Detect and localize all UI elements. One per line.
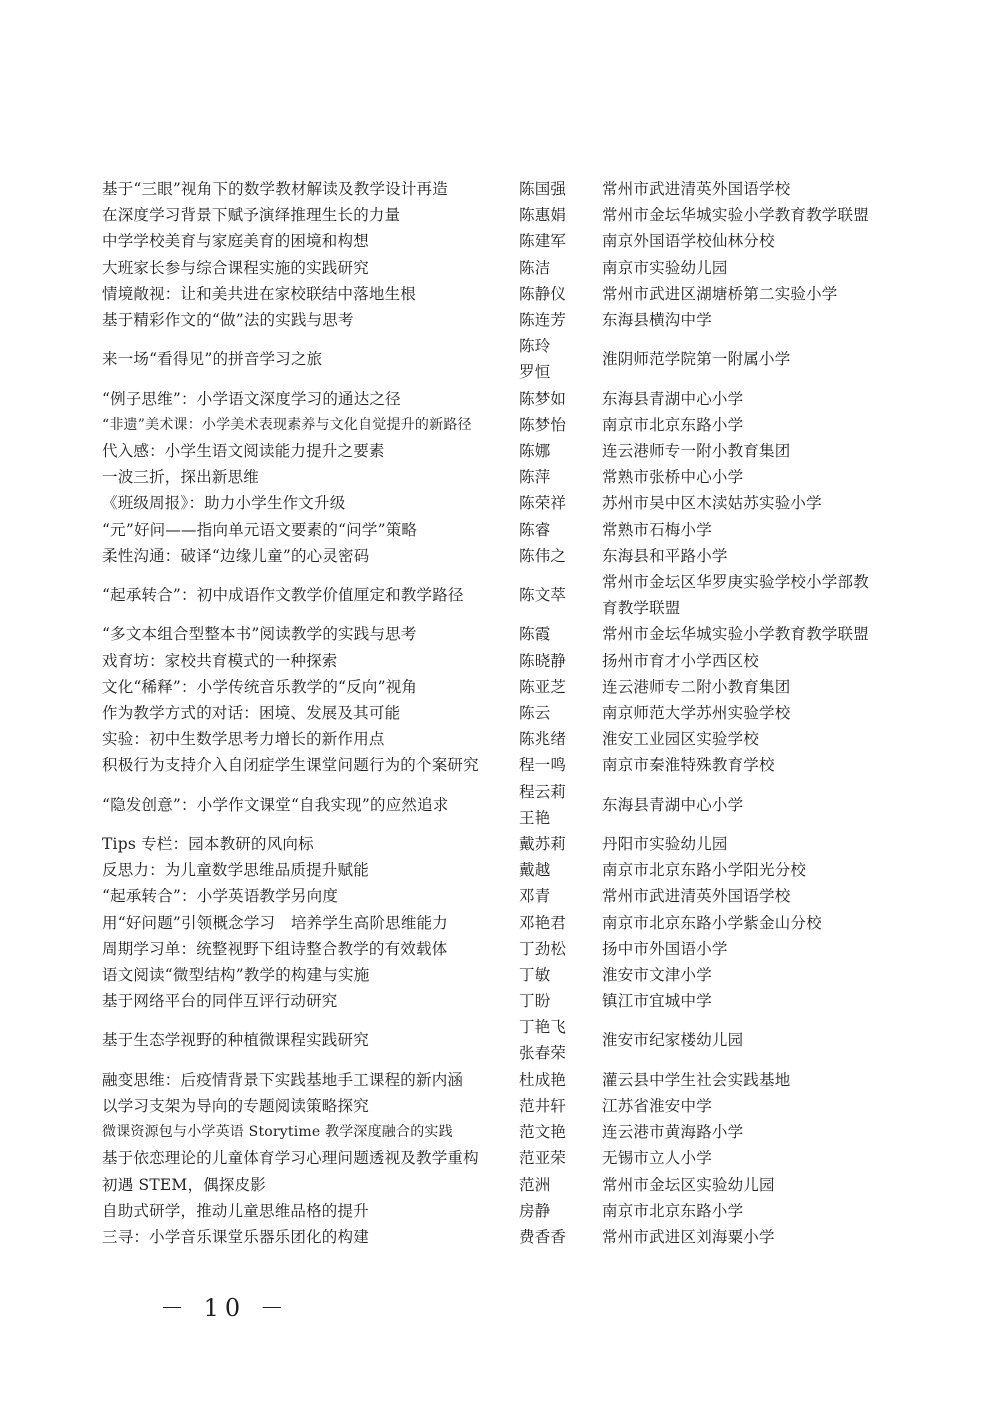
paper-title: 自助式研学，推动儿童思维品格的提升 — [102, 1201, 369, 1220]
author-name-line: 陈晓静 — [519, 651, 567, 670]
author-name-line: 陈娜 — [519, 442, 551, 460]
paper-title: 用“好问题”引领概念学习 培养学生高阶思维能力 — [102, 913, 448, 932]
school-name-line: 东海县青湖中心小学 — [602, 389, 744, 408]
author-name-line: 程云莉 — [519, 782, 567, 801]
author-name-line: 邓青 — [519, 887, 551, 906]
school-name-line: 南京市北京东路小学 — [602, 1201, 744, 1220]
school-name-line: 常熟市张桥中心小学 — [602, 468, 744, 487]
school-name — [602, 621, 892, 647]
school-name-line: 常州市武进区刘海粟小学 — [602, 1228, 775, 1246]
list-item — [0, 621, 1000, 647]
author-name — [519, 883, 591, 909]
list-item — [0, 202, 1000, 228]
author-name — [519, 857, 591, 883]
author-name — [519, 582, 591, 608]
list-item — [0, 1093, 1000, 1119]
school-name-line: 淮安市纪家楼幼儿园 — [602, 1031, 744, 1050]
author-name — [519, 1014, 591, 1066]
author-name — [519, 202, 591, 228]
author-name — [519, 621, 591, 647]
author-name — [519, 1224, 591, 1250]
school-name-line: 东海县青湖中心小学 — [602, 795, 744, 814]
school-name-line: 江苏省淮安中学 — [602, 1097, 712, 1115]
school-name — [602, 464, 892, 490]
author-name — [519, 700, 591, 726]
author-name — [519, 1093, 591, 1119]
school-name-line: 常熟市石梅小学 — [602, 520, 712, 539]
school-name-line: 灌云县中学生社会实践基地 — [602, 1070, 791, 1089]
author-name — [519, 674, 591, 700]
school-name-line: 连云港师专一附小教育集团 — [602, 442, 791, 460]
school-name — [602, 1067, 892, 1093]
school-name-line: 南京外国语学校仙林分校 — [602, 232, 775, 251]
school-name — [602, 386, 892, 412]
paper-title: 积极行为支持介入自闭症学生课堂问题行为的个案研究 — [102, 756, 479, 775]
author-name-line: 张春荣 — [519, 1044, 567, 1063]
author-name-line: 陈惠娟 — [519, 206, 567, 225]
paper-title: “隐发创意”：小学作文课堂“自我实现”的应然追求 — [102, 795, 449, 814]
school-name-line: 丹阳市实验幼儿园 — [602, 835, 728, 853]
author-name-line: 丁盼 — [519, 992, 551, 1011]
paper-title: 戏育坊：家校共育模式的一种探索 — [102, 651, 338, 670]
author-name — [519, 228, 591, 254]
list-item — [0, 386, 1000, 412]
paper-title: 文化“稀释”：小学传统音乐教学的“反向”视角 — [102, 677, 418, 696]
list-item — [0, 1067, 1000, 1093]
author-name-line: 陈洁 — [519, 258, 551, 277]
author-name-line: 陈静仪 — [519, 284, 567, 303]
paper-title: 初遇 STEM，偶探皮影 — [102, 1175, 266, 1194]
author-name-line: 陈文萃 — [519, 586, 567, 605]
school-name-line: 常州市金坛华城实验小学教育教学联盟 — [602, 625, 869, 644]
school-name — [602, 857, 892, 883]
school-name — [602, 1224, 892, 1250]
school-name — [602, 752, 892, 778]
school-name — [602, 569, 892, 621]
school-name-line: 南京市北京东路小学阳光分校 — [602, 861, 807, 880]
school-name-line: 南京市实验幼儿园 — [602, 258, 728, 277]
paper-title: 基于生态学视野的种植微课程实践研究 — [102, 1031, 369, 1050]
school-name-line: 南京市秦淮特殊教育学校 — [602, 756, 775, 775]
author-name — [519, 1172, 591, 1198]
paper-title: 基于精彩作文的“做”法的实践与思考 — [102, 311, 354, 329]
list-item — [0, 543, 1000, 569]
paper-title: 微课资源包与小学英语 Storytime 教学深度融合的实践 — [102, 1124, 453, 1141]
author-name-line: 范亚荣 — [519, 1149, 567, 1168]
paper-title: 实验：初中生数学思考力增长的新作用点 — [102, 730, 385, 749]
author-name-line: 杜成艳 — [519, 1070, 567, 1089]
school-name — [602, 1119, 892, 1145]
school-name — [602, 648, 892, 674]
author-name-line: 费香香 — [519, 1228, 567, 1246]
school-name — [602, 307, 892, 333]
paper-title: 作为教学方式的对话：困境、发展及其可能 — [102, 704, 401, 722]
paper-title: “非遗”美术课：小学美术表现素养与文化自觉提升的新路径 — [102, 416, 472, 433]
author-name — [519, 726, 591, 752]
author-name — [519, 307, 591, 333]
author-name — [519, 1067, 591, 1093]
paper-title: 情境敞视：让和美共进在家校联结中落地生根 — [102, 284, 417, 303]
paper-title: “多文本组合型整本书”阅读教学的实践与思考 — [102, 625, 417, 644]
school-name — [602, 1198, 892, 1224]
school-name-line: 淮阴师范学院第一附属小学 — [602, 350, 791, 369]
school-name-line: 扬州市育才小学西区校 — [602, 651, 760, 670]
school-name — [602, 831, 892, 857]
school-name — [602, 962, 892, 988]
school-name — [602, 726, 892, 752]
school-name — [602, 490, 892, 516]
list-item — [0, 412, 1000, 438]
paper-title: 柔性沟通：破译“边缘儿童”的心灵密码 — [102, 546, 370, 565]
paper-title: “起承转合”：小学英语教学另向度 — [102, 887, 339, 906]
author-name-line: 陈睿 — [519, 520, 551, 539]
paper-title: 基于依恋理论的儿童体育学习心理问题透视及教学重构 — [102, 1149, 479, 1168]
author-name — [519, 962, 591, 988]
school-name — [602, 1093, 892, 1119]
list-item — [0, 569, 1000, 621]
list-item — [0, 228, 1000, 254]
school-name — [602, 988, 892, 1014]
school-name-line: 淮安工业园区实验学校 — [602, 730, 760, 749]
school-name-line: 常州市金坛区华罗庚实验学校小学部教 — [602, 573, 869, 591]
author-name-line: 戴苏莉 — [519, 835, 567, 853]
list-item — [0, 307, 1000, 333]
author-name-line: 范洲 — [519, 1175, 551, 1194]
author-name — [519, 779, 591, 831]
author-name-line: 陈亚芝 — [519, 677, 567, 696]
author-name-line: 范井轩 — [519, 1097, 567, 1115]
paper-title: 来一场“看得见”的拼音学习之旅 — [102, 350, 323, 369]
list-item — [0, 752, 1000, 778]
author-name — [519, 648, 591, 674]
author-name-line: 丁敏 — [519, 966, 551, 984]
paper-title: 以学习支架为导向的专题阅读策略探究 — [102, 1097, 369, 1115]
school-name-line: 育教学联盟 — [602, 599, 681, 617]
school-name — [602, 910, 892, 936]
author-name — [519, 490, 591, 516]
list-item — [0, 1014, 1000, 1066]
author-name — [519, 543, 591, 569]
paper-title: 语文阅读“微型结构”教学的构建与实施 — [102, 966, 370, 984]
school-name — [602, 176, 892, 202]
school-name — [602, 674, 892, 700]
school-name — [602, 936, 892, 962]
school-name-line: 无锡市立人小学 — [602, 1149, 712, 1168]
school-name-line: 东海县横沟中学 — [602, 311, 712, 329]
author-name — [519, 752, 591, 778]
author-name — [519, 176, 591, 202]
paper-title: 基于网络平台的同伴互评行动研究 — [102, 992, 338, 1011]
school-name — [602, 202, 892, 228]
author-name — [519, 831, 591, 857]
school-name-line: 南京市北京东路小学 — [602, 415, 744, 434]
list-item — [0, 700, 1000, 726]
list-item — [0, 779, 1000, 831]
school-name-line: 常州市武进清英外国语学校 — [602, 180, 791, 198]
author-name — [519, 412, 591, 438]
author-name — [519, 1145, 591, 1171]
school-name-line: 苏州市吴中区木渎姑苏实验小学 — [602, 494, 822, 513]
list-item — [0, 857, 1000, 883]
author-name — [519, 255, 591, 281]
author-name — [519, 1198, 591, 1224]
paper-title: 大班家长参与综合课程实施的实践研究 — [102, 258, 369, 277]
school-name — [602, 1172, 892, 1198]
list-item — [0, 281, 1000, 307]
list-item — [0, 648, 1000, 674]
author-name — [519, 438, 591, 464]
school-name-line: 南京市北京东路小学紫金山分校 — [602, 913, 822, 932]
page-number: － 10 － — [160, 1294, 290, 1322]
paper-title: 反思力：为儿童数学思维品质提升赋能 — [102, 861, 369, 880]
list-item — [0, 936, 1000, 962]
paper-title: “元”好问——指向单元语文要素的“问学”策略 — [102, 520, 418, 539]
list-item — [0, 333, 1000, 385]
author-name-line: 房静 — [519, 1201, 551, 1220]
author-name — [519, 936, 591, 962]
paper-title: 融变思维：后疫情背景下实践基地手工课程的新内涵 — [102, 1070, 464, 1089]
school-name-line: 南京师范大学苏州实验学校 — [602, 704, 791, 722]
list-item — [0, 962, 1000, 988]
author-name-line: 陈建军 — [519, 232, 567, 251]
paper-title: 基于“三眼”视角下的数学教材解读及教学设计再造 — [102, 180, 448, 198]
paper-title: 周期学习单：统整视野下组诗整合教学的有效载体 — [102, 939, 448, 958]
author-name-line: 邓艳君 — [519, 913, 567, 932]
list-item — [0, 255, 1000, 281]
list-item — [0, 1172, 1000, 1198]
school-name-line: 常州市金坛区实验幼儿园 — [602, 1175, 775, 1194]
paper-title: “例子思维”：小学语文深度学习的通达之径 — [102, 389, 401, 408]
list-item — [0, 726, 1000, 752]
author-name-line: 王艳 — [519, 808, 551, 827]
list-item — [0, 831, 1000, 857]
school-name — [602, 517, 892, 543]
school-name — [602, 281, 892, 307]
list-item — [0, 674, 1000, 700]
author-name-line: 陈连芳 — [519, 311, 567, 329]
list-item — [0, 910, 1000, 936]
author-name-line: 程一鸣 — [519, 756, 567, 775]
paper-title: Tips 专栏：园本教研的风向标 — [102, 835, 314, 853]
paper-title: 中学学校美育与家庭美育的困境和构想 — [102, 232, 369, 251]
author-name-line: 陈伟之 — [519, 546, 567, 565]
school-name-line: 常州市武进区湖塘桥第二实验小学 — [602, 284, 838, 303]
author-name — [519, 281, 591, 307]
school-name — [602, 883, 892, 909]
author-name-line: 陈玲 — [519, 337, 551, 356]
list-item — [0, 490, 1000, 516]
school-name — [602, 1027, 892, 1053]
list-item — [0, 464, 1000, 490]
list-item — [0, 1119, 1000, 1145]
author-name — [519, 910, 591, 936]
paper-title: 代入感：小学生语文阅读能力提升之要素 — [102, 442, 385, 460]
author-name — [519, 517, 591, 543]
paper-title: “起承转合”：初中成语作文教学价值厘定和教学路径 — [102, 586, 464, 605]
author-name — [519, 333, 591, 385]
author-name-line: 范文艳 — [519, 1123, 567, 1142]
school-name-line: 扬中市外国语小学 — [602, 939, 728, 958]
author-name-line: 陈霞 — [519, 625, 551, 644]
list-item — [0, 438, 1000, 464]
school-name-line: 东海县和平路小学 — [602, 546, 728, 565]
school-name-line: 连云港师专二附小教育集团 — [602, 677, 791, 696]
author-name-line: 陈梦怡 — [519, 415, 567, 434]
school-name — [602, 412, 892, 438]
list-item — [0, 517, 1000, 543]
author-name-line: 丁劲松 — [519, 939, 567, 958]
paper-title: 《班级周报》：助力小学生作文升级 — [102, 494, 346, 513]
paper-title: 一波三折，探出新思维 — [102, 468, 260, 487]
school-name — [602, 255, 892, 281]
author-name-line: 陈云 — [519, 704, 551, 722]
list-item — [0, 1198, 1000, 1224]
school-name-line: 连云港市黄海路小学 — [602, 1123, 744, 1142]
school-name — [602, 1145, 892, 1171]
school-name-line: 常州市金坛华城实验小学教育教学联盟 — [602, 206, 869, 225]
school-name — [602, 438, 892, 464]
author-name — [519, 386, 591, 412]
school-name — [602, 700, 892, 726]
list-item — [0, 988, 1000, 1014]
school-name — [602, 228, 892, 254]
author-name — [519, 1119, 591, 1145]
list-item — [0, 1224, 1000, 1250]
school-name-line: 常州市武进清英外国语学校 — [602, 887, 791, 906]
list-item — [0, 883, 1000, 909]
school-name-line: 镇江市宜城中学 — [602, 992, 712, 1011]
school-name — [602, 346, 892, 372]
author-name — [519, 464, 591, 490]
author-name-line: 陈萍 — [519, 468, 551, 487]
author-name — [519, 988, 591, 1014]
author-name-line: 丁艳飞 — [519, 1018, 567, 1037]
author-name-line: 陈梦如 — [519, 389, 567, 408]
paper-title: 在深度学习背景下赋予演绎推理生长的力量 — [102, 206, 401, 225]
author-name-line: 陈兆绪 — [519, 730, 567, 749]
author-name-line: 陈荣祥 — [519, 494, 567, 513]
author-name-line: 罗恒 — [519, 363, 551, 382]
school-name — [602, 792, 892, 818]
list-item — [0, 1145, 1000, 1171]
school-name-line: 淮安市文津小学 — [602, 966, 712, 984]
school-name — [602, 543, 892, 569]
author-name-line: 陈国强 — [519, 180, 567, 198]
paper-title: 三寻：小学音乐课堂乐器乐团化的构建 — [102, 1228, 369, 1246]
list-item — [0, 176, 1000, 202]
author-name-line: 戴越 — [519, 861, 551, 880]
